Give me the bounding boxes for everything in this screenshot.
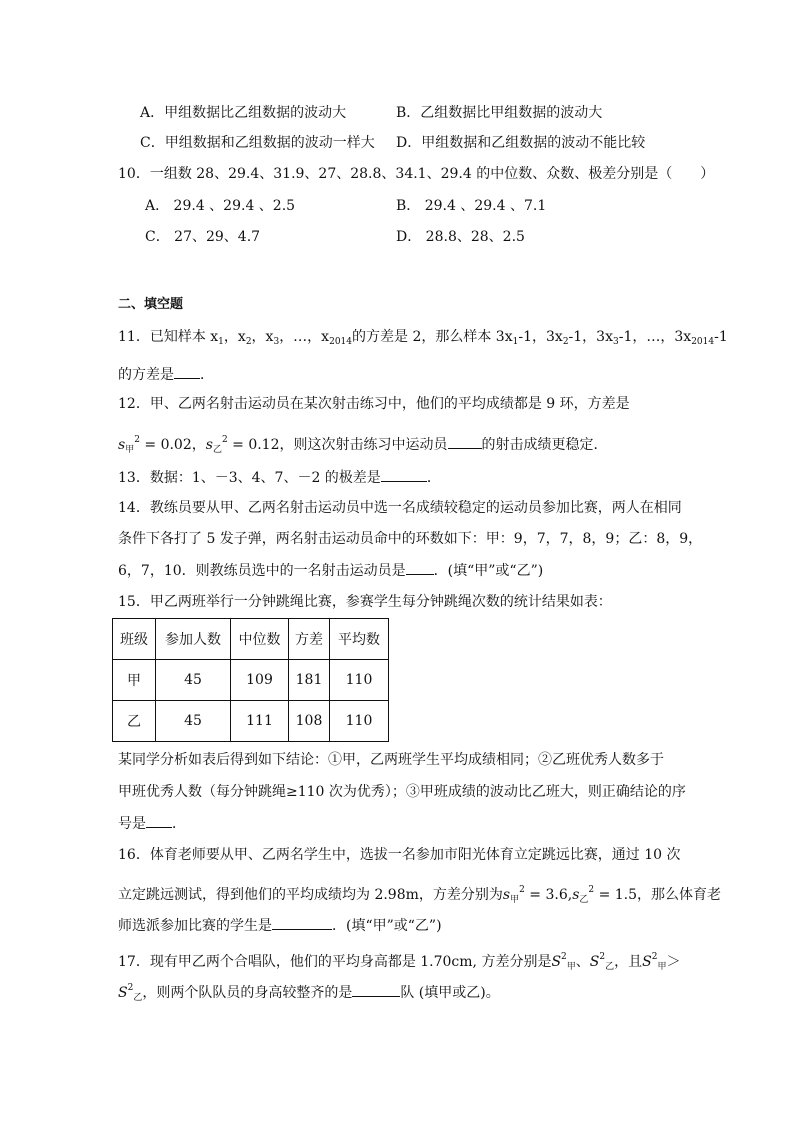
table-row	[113, 660, 389, 701]
table-header: 中位数	[231, 619, 289, 660]
q10-option-a: A． 29.4 、29.4 、2.5	[145, 198, 296, 214]
table-cell: 110	[330, 701, 389, 742]
table-header: 平均数	[330, 619, 389, 660]
answer-blank	[146, 813, 172, 828]
q15-stem: 15．甲乙两班举行一分钟跳绳比赛，参赛学生每分钟跳绳次数的统计结果如表：	[118, 594, 612, 610]
table-cell: 181	[289, 660, 330, 701]
q12-line1: 12．甲、乙两名射击运动员在某次射击练习中，他们的平均成绩都是 9 环，方差是	[118, 396, 630, 412]
q17-line2: $S^2_乙$，则两个队队员的身高较整齐的是 队 (填甲或乙)。	[118, 983, 500, 1003]
q14-line3: 6，7，10．则教练员选中的一名射击运动员是 ．(填“甲”或“乙”)	[118, 560, 543, 581]
q10-option-b: B． 29.4 、29.4 、7.1	[396, 198, 547, 214]
q16-line3: 师选派参加比赛的学生是 ．(填“甲”或“乙”)	[118, 915, 442, 936]
table-cell: 45	[156, 660, 231, 701]
answer-blank	[174, 364, 200, 379]
q14-line2: 条件下各打了 5 发子弹，两名射击运动员命中的环数如下：甲：9，7，7，8，9；乙：8，9，	[118, 531, 703, 547]
answer-blank	[448, 434, 482, 449]
table-header: 班级	[113, 619, 156, 660]
answer-blank	[272, 915, 332, 930]
table-row	[113, 701, 389, 742]
section-title: 二、填空题	[118, 297, 184, 312]
q15-after2: 甲班优秀人数（每分钟跳绳≥110 次为优秀）；③甲班成绩的波动比乙班大，则正确结论的序	[118, 784, 686, 800]
q10-option-c: C． 27、29、4.7	[145, 229, 261, 245]
table-header: 方差	[289, 619, 330, 660]
table-cell: 111	[231, 701, 289, 742]
q11-line1: 11．已知样本 $x_1$，$x_2$，$x_3$，…，$x_{2014}$的方差是 2，那么样本 $3x_1-1$，$3x_2-1$，$3x_3-1$，…，$3x_{2014}-1$	[118, 329, 728, 347]
q9-option-b: B．乙组数据比甲组数据的波动大	[396, 105, 603, 121]
table-header: 参加人数	[156, 619, 231, 660]
table-header-row	[113, 619, 389, 660]
q11-line2: 的方差是 ．	[118, 364, 214, 385]
q10-stem: 10．一组数 28、29.4、31.9、27、28.8、34.1、29.4 的中位数、众数、极差分别是（ ）	[118, 166, 715, 182]
q9-option-a: A．甲组数据比乙组数据的波动大	[140, 105, 347, 121]
q10-option-d: D． 28.8、28、2.5	[396, 229, 525, 245]
q16-line2: 立定跳远测试，得到他们的平均成绩均为 2.98m，方差分别为$s_甲^2 = 3.6,s_乙^2 = 1.5$，那么体育老	[118, 885, 722, 905]
q12-line2: $s_甲^2 = 0.02$，$s_乙^2 = 0.12$，则这次射击练习中运动员 的射击成绩更稳定．	[118, 435, 608, 455]
table-cell: 甲	[113, 660, 156, 701]
q14-line1: 14．教练员要从甲、乙两名射击运动员中选一名成绩较稳定的运动员参加比赛，两人在相同	[118, 500, 682, 516]
statistics-table	[112, 618, 389, 742]
q9-option-d: D．甲组数据和乙组数据的波动不能比较	[396, 135, 646, 151]
q15-after3: 号是 ．	[118, 813, 186, 834]
q16-line1: 16．体育老师要从甲、乙两名学生中，选拔一名参加市阳光体育立定跳远比赛，通过 10 次	[118, 847, 681, 863]
q13: 13．数据：1、－3、4、7、－2 的极差是 ．	[118, 467, 441, 488]
table-cell: 109	[231, 660, 289, 701]
answer-blank	[352, 982, 400, 997]
table-cell: 108	[289, 701, 330, 742]
table-cell: 110	[330, 660, 389, 701]
answer-blank	[406, 560, 434, 575]
q15-after1: 某同学分析如表后得到如下结论：①甲，乙两班学生平均成绩相同；②乙班优秀人数多于	[118, 752, 664, 768]
table-cell: 45	[156, 701, 231, 742]
answer-blank	[381, 467, 427, 482]
q9-option-c: C．甲组数据和乙组数据的波动一样大	[140, 135, 375, 151]
q17-line1: 17．现有甲乙两个合唱队，他们的平均身高都是 1.70cm, 方差分别是$S^2_甲$、$S^2_乙$，且$S^2_甲>$	[118, 952, 681, 972]
table-cell: 乙	[113, 701, 156, 742]
